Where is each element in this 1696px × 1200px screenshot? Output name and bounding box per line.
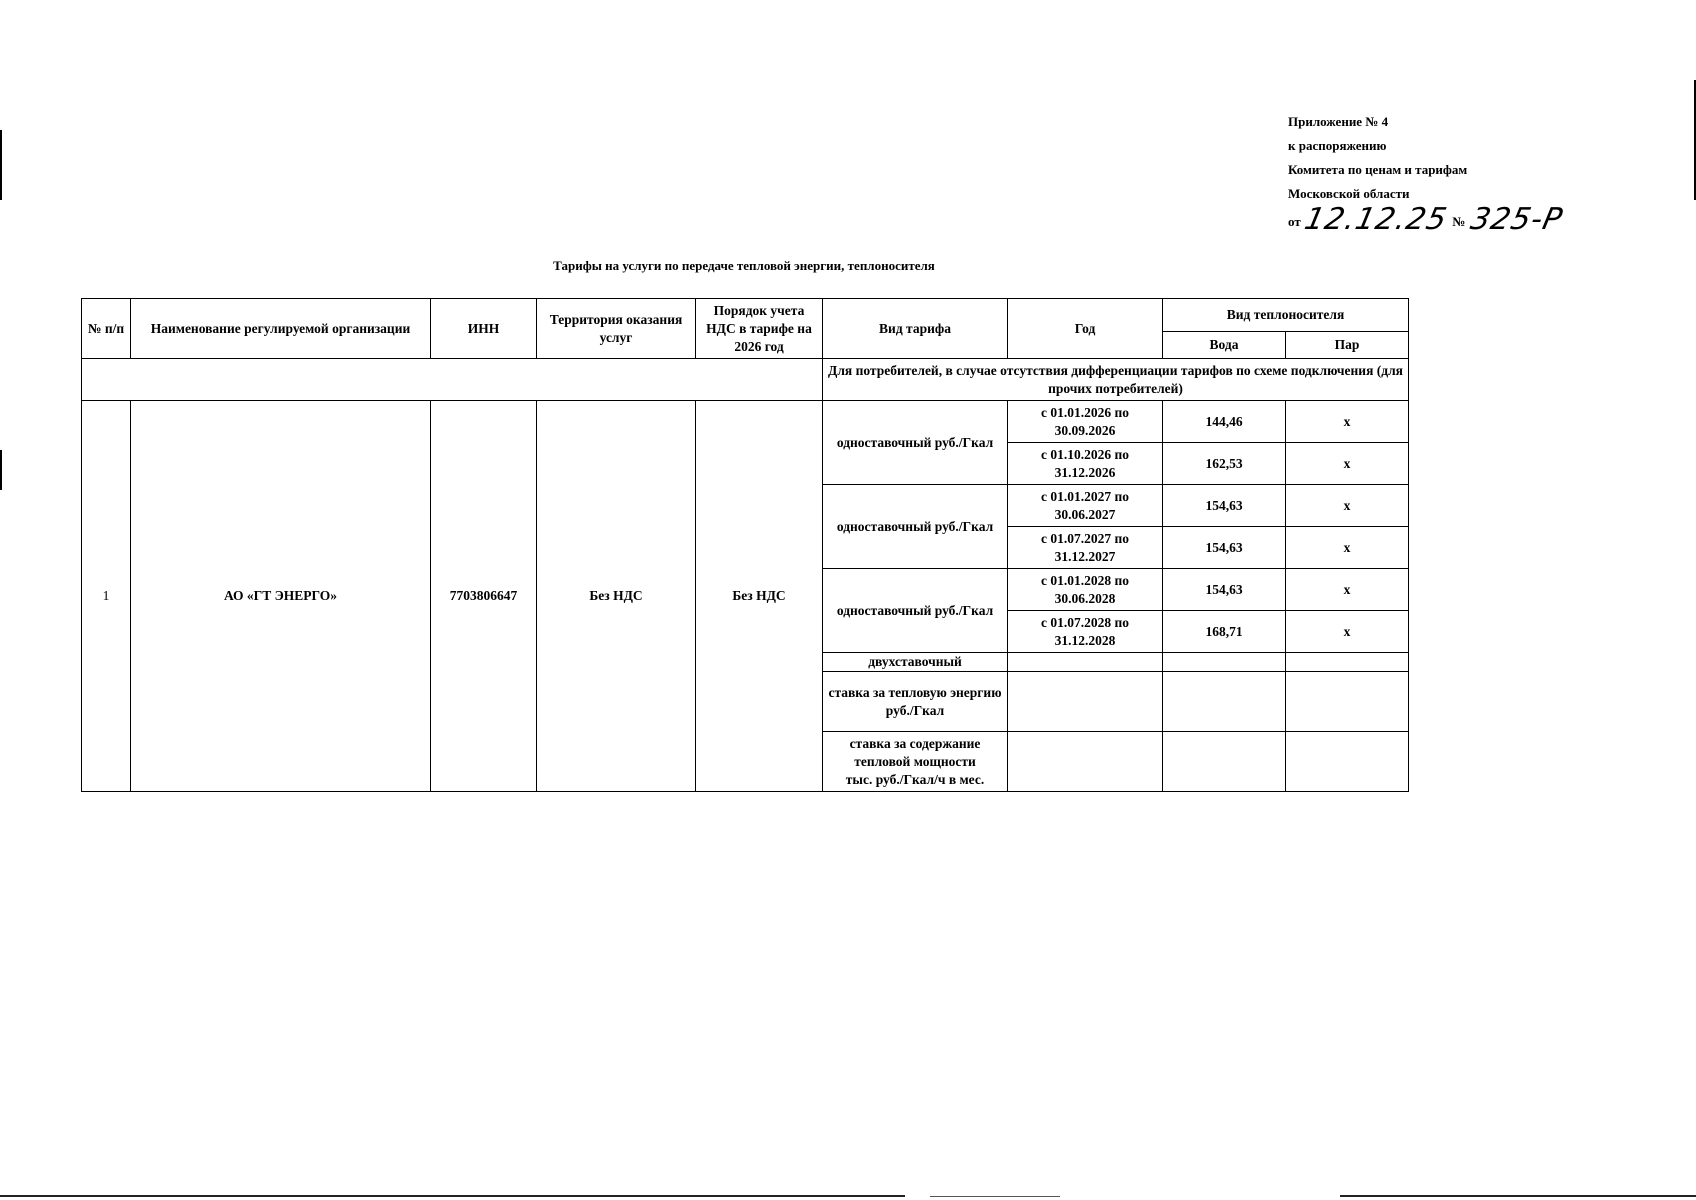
water-value-cell: 168,71	[1163, 611, 1286, 653]
handwritten-number: 325-Р	[1467, 202, 1567, 237]
water-value-cell: 162,53	[1163, 443, 1286, 485]
water-value-cell: 144,46	[1163, 401, 1286, 443]
table-row	[82, 401, 1409, 443]
from-label: от	[1288, 214, 1301, 229]
period-cell: с 01.07.2028 по 31.12.2028	[1008, 611, 1163, 653]
header-vat: Порядок учета НДС в тарифе на 2026 год	[696, 299, 823, 359]
empty-cell	[1163, 653, 1286, 672]
org-territory-cell: Без НДС	[537, 401, 696, 792]
appendix-line: Московской области	[1288, 186, 1410, 201]
header-carrier-group: Вид теплоносителя	[1163, 299, 1409, 332]
table-header-row	[82, 299, 1409, 332]
tariff-type-cell: одноставочный руб./Гкал	[823, 569, 1008, 653]
org-inn-cell: 7703806647	[431, 401, 537, 792]
handwritten-date: 12.12.25	[1301, 202, 1451, 237]
empty-cell	[1286, 732, 1409, 792]
header-year: Год	[1008, 299, 1163, 359]
period-cell: с 01.01.2027 по 30.06.2027	[1008, 485, 1163, 527]
header-org-name: Наименование регулируемой организации	[131, 299, 431, 359]
empty-cell	[1286, 672, 1409, 732]
water-value-cell: 154,63	[1163, 569, 1286, 611]
header-inn: ИНН	[431, 299, 537, 359]
empty-cell	[1008, 672, 1163, 732]
empty-cell	[1163, 672, 1286, 732]
appendix-line: Приложение № 4	[1288, 114, 1389, 129]
empty-cell	[1286, 653, 1409, 672]
org-vat-cell: Без НДС	[696, 401, 823, 792]
header-num: № п/п	[82, 299, 131, 359]
header-water: Вода	[1163, 332, 1286, 359]
period-cell: с 01.10.2026 по 31.12.2026	[1008, 443, 1163, 485]
empty-cell	[1163, 732, 1286, 792]
period-cell: с 01.01.2026 по 30.09.2026	[1008, 401, 1163, 443]
steam-value-cell: x	[1286, 485, 1409, 527]
appendix-line: к распоряжению	[1288, 138, 1387, 153]
header-tariff-type: Вид тарифа	[823, 299, 1008, 359]
appendix-line: Комитета по ценам и тарифам	[1288, 162, 1468, 177]
org-num-cell: 1	[82, 401, 131, 792]
appendix-block	[1288, 110, 1567, 237]
appendix-date-number-line	[1288, 202, 1567, 237]
org-name-cell: АО «ГТ ЭНЕРГО»	[131, 401, 431, 792]
scan-edge-mark	[0, 130, 2, 200]
steam-value-cell: x	[1286, 443, 1409, 485]
number-label: №	[1452, 214, 1466, 229]
steam-value-cell: x	[1286, 527, 1409, 569]
steam-value-cell: x	[1286, 611, 1409, 653]
two-rate-label-cell: двухставочный	[823, 653, 1008, 672]
energy-rate-label-cell: ставка за тепловую энергию руб./Гкал	[823, 672, 1008, 732]
consumer-note-spacer	[82, 359, 823, 401]
tariff-type-cell: одноставочный руб./Гкал	[823, 485, 1008, 569]
header-territory: Территория оказания услуг	[537, 299, 696, 359]
capacity-rate-label-cell: ставка за содержание тепловой мощности тыс. руб./Гкал/ч в мес.	[823, 732, 1008, 792]
steam-value-cell: x	[1286, 401, 1409, 443]
period-cell: с 01.01.2028 по 30.06.2028	[1008, 569, 1163, 611]
consumer-note: Для потребителей, в случае отсутствия дифференциации тарифов по схеме подключения (для прочих потребителей)	[823, 359, 1409, 401]
consumer-note-row	[82, 359, 1409, 401]
scan-edge-mark	[0, 450, 2, 490]
scan-bottom-line	[0, 1195, 905, 1197]
header-steam: Пар	[1286, 332, 1409, 359]
water-value-cell: 154,63	[1163, 527, 1286, 569]
document-title: Тарифы на услуги по передаче тепловой энергии, теплоносителя	[553, 258, 935, 273]
empty-cell	[1008, 732, 1163, 792]
tariff-type-cell: одноставочный руб./Гкал	[823, 401, 1008, 485]
empty-cell	[1008, 653, 1163, 672]
water-value-cell: 154,63	[1163, 485, 1286, 527]
period-cell: с 01.07.2027 по 31.12.2027	[1008, 527, 1163, 569]
scan-bottom-line	[1340, 1195, 1696, 1197]
scan-bottom-line	[930, 1196, 1060, 1197]
tariff-table	[81, 298, 1409, 792]
steam-value-cell: x	[1286, 569, 1409, 611]
